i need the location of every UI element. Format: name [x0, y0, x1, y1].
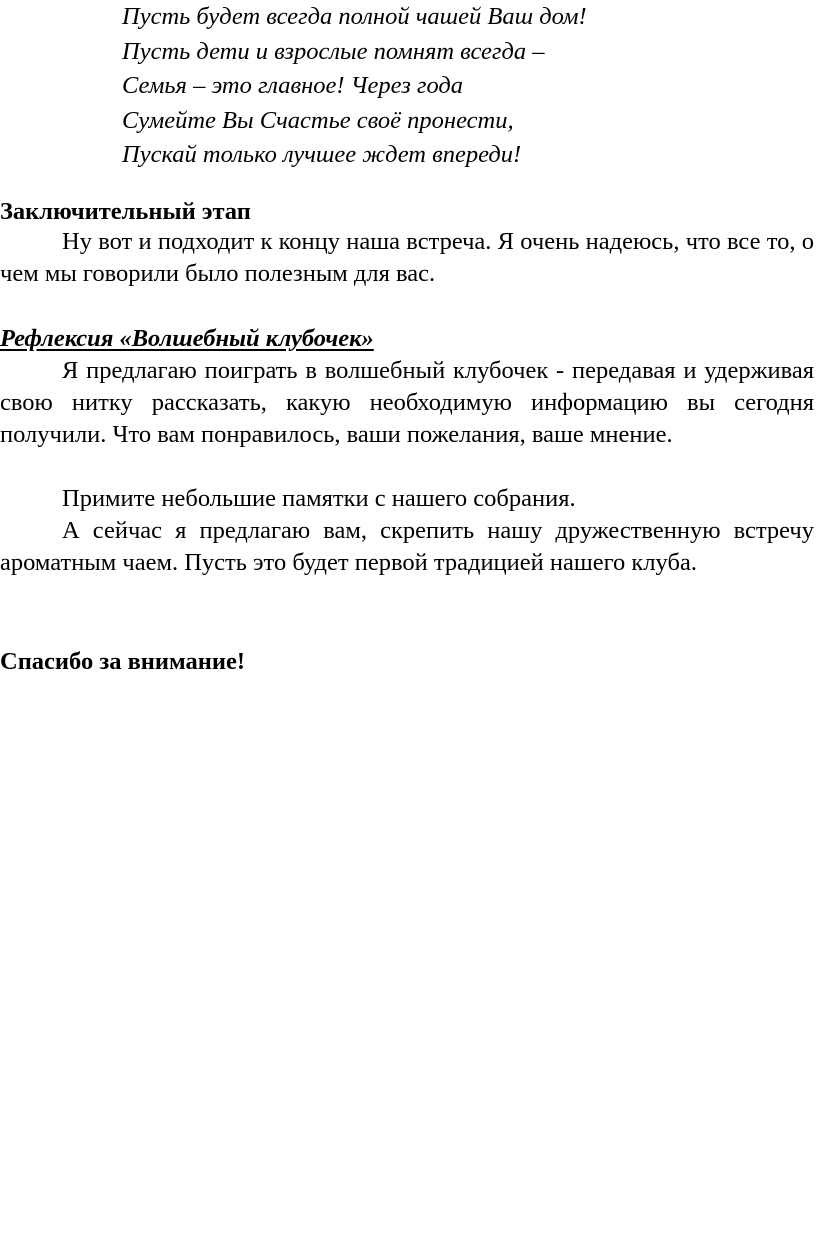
reflection-paragraph: Я предлагаю поиграть в волшебный клубочек - передавая и удерживая свою нитку рассказать, какую необходимую информацию вы сегодня получили. Что вам понравилось, ваши пожелания, ваше мнение.: [0, 357, 814, 448]
poem-line: Пускай только лучшее ждет впереди!: [122, 141, 522, 168]
final-stage-heading: Заключительный этап: [0, 198, 251, 225]
tea-paragraph: А сейчас я предлагаю вам, скрепить нашу дружественную встречу ароматным чаем. Пусть это будет первой традицией нашего клуба.: [0, 517, 814, 576]
closing-text: Спасибо за внимание!: [0, 648, 246, 675]
reflection-heading: Рефлексия «Волшебный клубочек»: [0, 325, 374, 352]
poem-block: [122, 0, 587, 173]
poem-line: Сумейте Вы Счастье своё пронести,: [122, 106, 514, 134]
poem-line: Пусть дети и взрослые помнят всегда –: [122, 37, 545, 65]
poem-line: Семья – это главное! Через года: [122, 72, 464, 99]
final-stage-paragraph: Ну вот и подходит к концу наша встреча. Я очень надеюсь, что все то, о чем мы говорили было полезным для вас.: [0, 228, 814, 287]
poem-line: Пусть будет всегда полной чашей Ваш дом!: [122, 3, 587, 30]
memo-paragraph: Примите небольшие памятки с нашего собрания.: [62, 485, 576, 512]
